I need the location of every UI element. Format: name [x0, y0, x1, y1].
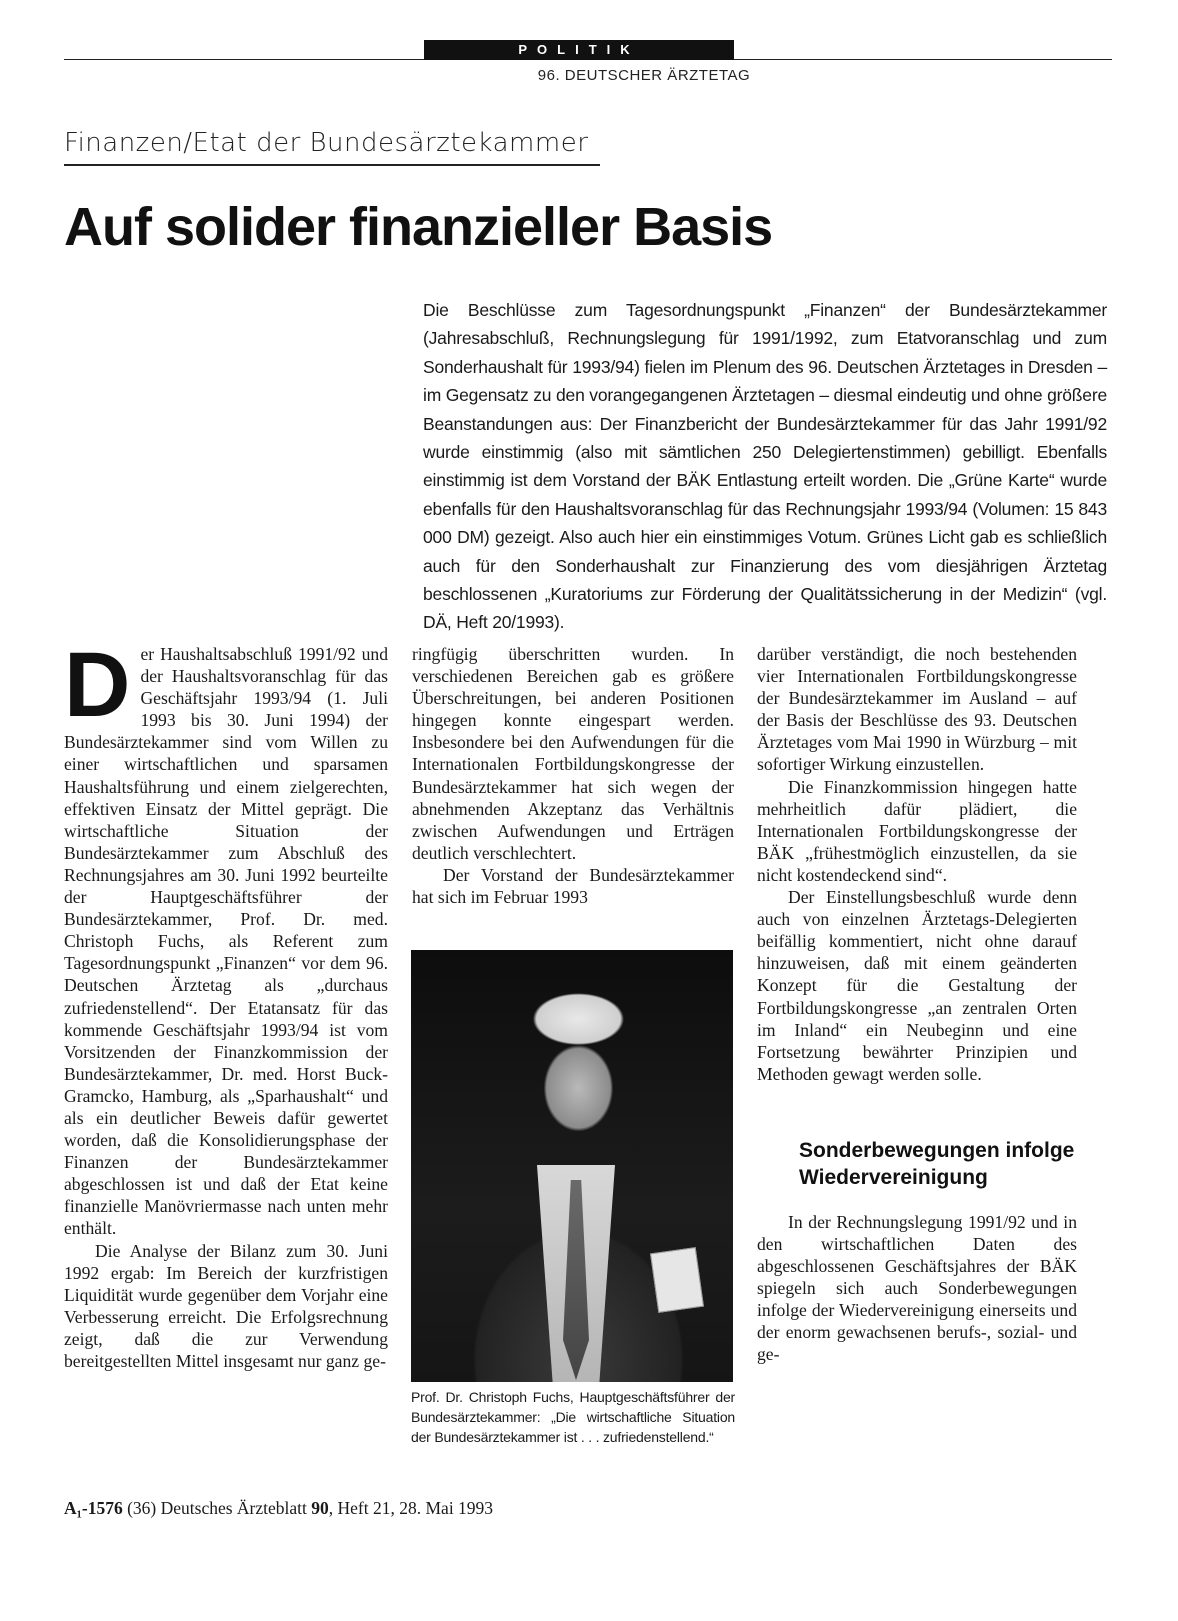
section-rubric: POLITIK: [424, 40, 734, 60]
article-headline: Auf solider finanzieller Basis: [64, 197, 773, 257]
body-paragraph: Die Analyse der Bilanz zum 30. Juni 1992 ergab: Im Bereich der kurzfristigen Liquidität wurde gegenüber dem Vorjahr eine Verbesserung erreicht. Die Erfolgsrechnung zeigt, daß die zur Verwendung bereitgestellten Mittel insgesamt nur ganz ge-: [64, 1240, 388, 1371]
body-paragraph: ringfügig überschritten wurden. In verschiedenen Bereichen gab es größere Überschreitungen, bei anderen Positionen hingegen konnte eingespart werden. Insbesondere bei den Aufwendungen für die Internationalen Fortbildungskongresse der Bundesärztekammer hat sich wegen der abnehmenden Akzeptanz das Verhältnis zwischen Aufwendungen und Erträgen deutlich verschlechtert.: [412, 644, 734, 863]
footer-volume: 90: [311, 1498, 329, 1518]
body-paragraph: darüber verständigt, die noch bestehenden vier Internationalen Fortbildungskongresse der Bundesärztekammer im Ausland – auf der Basis der Beschlüsse des 93. Deutschen Ärztetages vom Mai 1990 in Würzburg – mit sofortiger Wirkung einzustellen.: [757, 644, 1077, 775]
body-column-1: [64, 634, 388, 1372]
page-number: A₁-1576: [64, 1498, 123, 1518]
photo-caption: Prof. Dr. Christoph Fuchs, Hauptgeschäftsführer der Bundesärztekammer: „Die wirtschaftliche Situation der Bundesärztekammer ist . . . zufriedenstellend.“: [411, 1389, 735, 1445]
section-header: [64, 38, 1112, 84]
page-footer: [64, 1498, 493, 1519]
kicker-rule: [64, 164, 600, 166]
drop-cap: D: [64, 634, 131, 736]
body-paragraph: Der Einstellungsbeschluß wurde denn auch von einzelnen Ärztetags-Delegierten beifällig kommentiert, nicht ohne darauf hinzuweisen, daß mit einem geänderten Konzept für die Gestaltung der Fortbildungskongresse „an zentralen Orten im Inland“ ein Neubeginn und eine Fortsetzung bewährter Prinzipien und Methoden gewagt werden solle.: [757, 887, 1077, 1084]
article-kicker: Finanzen/Etat der Bundesärztekammer: [64, 128, 589, 158]
section-subhead: Sonderbewegungen infolge Wiedervereinigung: [799, 1138, 1075, 1189]
footer-issue: , Heft 21, 28. Mai 1993: [328, 1498, 494, 1518]
portrait-photo: [411, 950, 733, 1382]
body-column-3: [757, 643, 1077, 1366]
body-paragraph: Die Finanzkommission hingegen hatte mehrheitlich dafür plädiert, die Internationalen Fortbildungskongresse der BÄK „frühestmöglich einzustellen, da sie nicht kostendeckend sind“.: [757, 776, 1077, 885]
body-column-2: [412, 643, 734, 908]
body-paragraph: Der Vorstand der Bundesärztekammer hat sich im Februar 1993: [412, 864, 734, 908]
photo-name-badge: [650, 1247, 704, 1313]
body-paragraph: In der Rechnungslegung 1991/92 und in den wirtschaftlichen Daten des abgeschlossenen Geschäftsjahres der BÄK spiegeln sich auch Sonderbewegungen infolge der Wiedervereinigung einerseits und der enorm gewachsenen berufs-, sozial- und ge-: [757, 1211, 1077, 1365]
footer-source: (36) Deutsches Ärzteblatt: [127, 1498, 307, 1518]
body-paragraph: Der Haushaltsabschluß 1991/92 und der Haushaltsvoranschlag für das Geschäftsjahr 1993/94 (1. Juli 1993 bis 30. Juni 1994) der Bundesärztekammer sind vom Willen zu einer wirtschaftlichen und sparsamen Haushaltsführung und einem zielgerechten, effektiven Einsatz der Mittel geprägt. Die wirtschaftliche Situation der Bundesärztekammer zum Abschluß des Rechnungsjahres am 30. Juni 1992 beurteilte der Hauptgeschäftsführer der Bundesärztekammer, Prof. Dr. med. Christoph Fuchs, als Referent zum Tagesordnungspunkt „Finanzen“ vor dem 96. Deutschen Ärztetag als „durchaus zufriedenstellend“. Der Etatansatz für das kommende Geschäftsjahr 1993/94 ist vom Vorsitzenden der Finanzkommission der Bundesärztekammer, Dr. med. Horst Buck-Gramcko, Hamburg, als „Sparhaushalt“ und als ein deutlicher Beweis dafür gewertet worden, daß die Konsolidierungsphase der Finanzen der Bundesärztekammer abgeschlossen ist und daß der Etat keine finanzielle Manövriermasse nach unten mehr enthält.: [64, 634, 388, 1239]
section-subrubric: 96. DEUTSCHER ÄRZTETAG: [537, 67, 751, 84]
article-lead: Die Beschlüsse zum Tagesordnungspunkt „Finanzen“ der Bundesärztekammer (Jahresabschluß, Rechnungslegung für 1991/1992, zum Etatvoranschlag und zum Sonderhaushalt für 1993/94) fielen im Plenum des 96. Deutschen Ärztetages in Dresden – im Gegensatz zu den vorangegangenen Ärztetagen – diesmal eindeutig und ohne größere Beanstandungen aus: Der Finanzbericht der Bundesärztekammer für das Jahr 1991/92 wurde einstimmig (also mit sämtlichen 250 Delegiertenstimmen) gebilligt. Ebenfalls einstimmig ist dem Vorstand der BÄK Entlastung erteilt worden. Die „Grüne Karte“ wurde ebenfalls für den Haushaltsvoranschlag für das Rechnungsjahr 1993/94 (Volumen: 15 843 000 DM) gezeigt. Also auch hier ein einstimmiges Votum. Grünes Licht gab es schließlich auch für den Sonderhaushalt zur Finanzierung des vom diesjährigen Ärztetag beschlossenen „Kuratoriums zur Förderung der Qualitätssicherung in der Medizin“ (vgl. DÄ, Heft 20/1993).: [423, 300, 1107, 633]
